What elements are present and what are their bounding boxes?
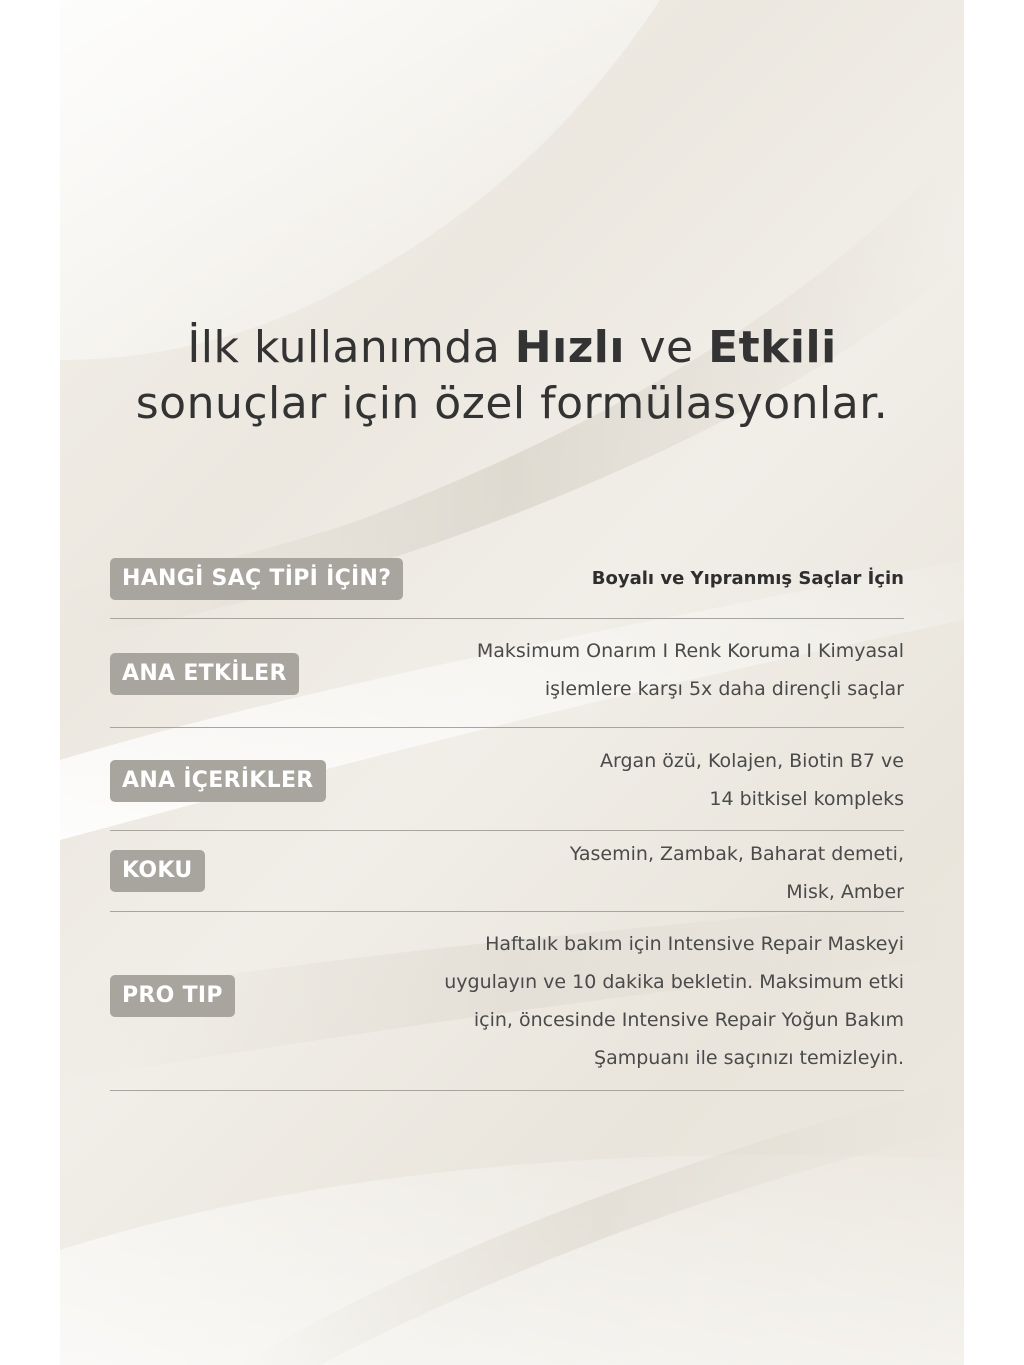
row-value [477,632,904,708]
value-line: Argan özü, Kolajen, Biotin B7 ve [600,750,904,772]
headline-bold-fast: Hızlı [514,322,625,373]
label-pill: KOKU [110,850,205,892]
value-line: Maksimum Onarım I Renk Koruma I Kimyasal [476,640,904,662]
value-line: Yasemin, Zambak, Baharat demeti, [569,843,904,865]
divider [110,911,904,912]
value-line: Boyalı ve Yıpranmış Saçlar İçin [591,568,904,589]
label-pill: ANA ETKİLER [110,653,299,695]
row-value [592,560,904,598]
headline-text: ve [624,322,709,373]
value-line: Şampuanı ile saçınızı temizleyin. [594,1047,904,1069]
info-row-main-ingredients [110,742,904,822]
divider [110,618,904,619]
headline [60,320,964,432]
value-line: işlemlere karşı 5x daha dirençli saçlar [544,678,904,700]
label-pill: PRO TIP [110,975,235,1017]
headline-line-1 [60,320,964,376]
headline-line-2: sonuçlar için özel formülasyonlar. [135,378,889,429]
label-pill: HANGİ SAÇ TİPİ İÇİN? [110,558,403,600]
headline-text: İlk kullanımda [187,322,515,373]
row-value [600,742,904,818]
info-row-hair-type [110,555,904,603]
value-line: 14 bitkisel kompleks [709,788,904,810]
row-value [444,925,904,1077]
headline-bold-effective: Etkili [708,322,837,373]
info-row-pro-tip [110,925,904,1080]
divider [110,1090,904,1091]
value-line: uygulayın ve 10 dakika bekletin. Maksimum etki [444,971,904,993]
row-value [570,835,904,911]
divider [110,830,904,831]
divider [110,727,904,728]
value-line: Haftalık bakım için Intensive Repair Maskeyi [485,933,904,955]
value-line: için, öncesinde Intensive Repair Yoğun Bakım [473,1009,904,1031]
info-row-main-effects [110,632,904,712]
product-info-panel [60,0,964,1365]
label-pill: ANA İÇERİKLER [110,760,326,802]
info-row-scent [110,835,904,915]
value-line: Misk, Amber [786,881,904,903]
